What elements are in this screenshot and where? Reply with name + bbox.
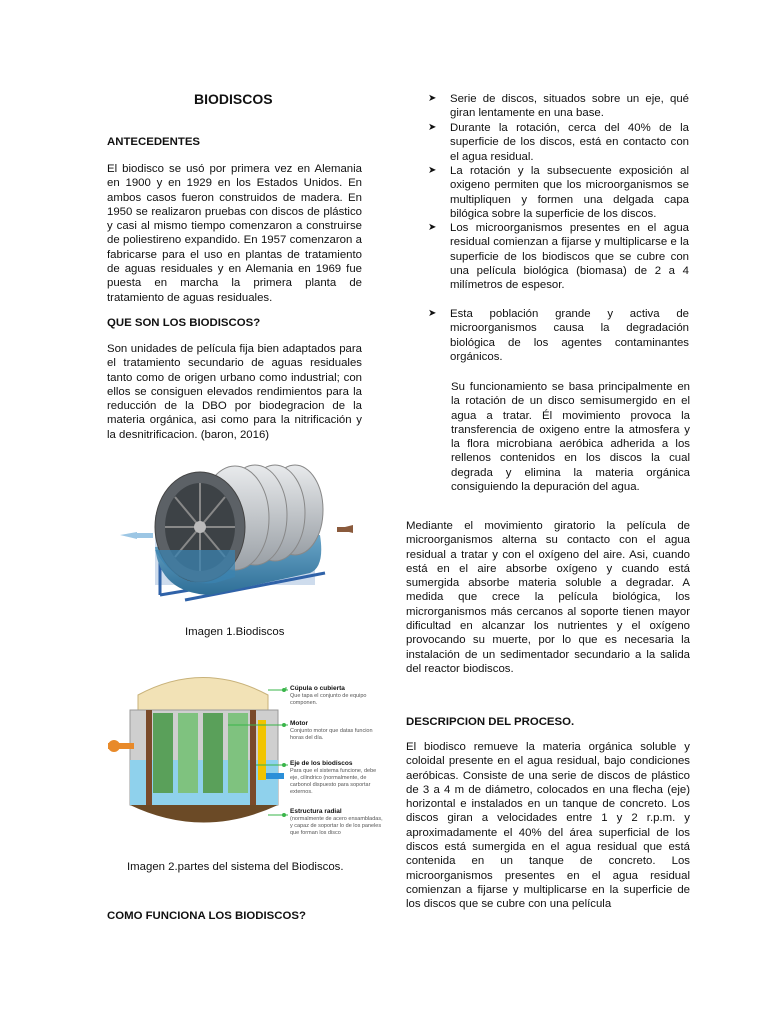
image1-caption: Imagen 1.Biodiscos (185, 626, 285, 638)
image2-caption: Imagen 2.partes del sistema del Biodiscos. (127, 861, 344, 873)
bullet-text: Esta población grande y activa de microorganismos causa la degradación biológica de los agentes contaminantes orgánicos. (450, 308, 689, 363)
label-motor-desc: Conjunto motor que datas funcion horas del día. (290, 728, 373, 741)
antecedentes-paragraph: El biodisco se usó por primera vez en Alemania en 1900 y en 1929 en los Estados Unidos. En ambos casos fueron construidos de madera. En 1950 se realizaron pruebas con discos de plástico y casi al mismo tiempo comenzaron a construirse de poliestireno expandido. En 1957 comenzaron a fabricarse para el uso en plantas de tratamiento de aguas residuales y en Alemania en 1969 fue puesta en marcha la primera planta de tratamiento de aguas residuales. (107, 163, 362, 304)
arrow-bullet-icon: ➤ (428, 93, 437, 104)
bullet-text: Durante la rotación, cerca del 40% de la superficie de los discos, está en contacto con el agua residual. (450, 122, 689, 163)
arrow-bullet-icon: ➤ (428, 165, 437, 176)
label-motor-title: Motor (290, 720, 309, 727)
label-cupula-title: Cúpula o cubierta (290, 685, 345, 692)
label-cupula (290, 685, 386, 707)
funcionamiento-paragraph: Su funcionamiento se basa principalmente en la rotación de un disco semisumergido en el agua a tratar. Él movimiento provoca la transferencia de oxigeno entre la atmosfera y la flora microbiana aeróbica adherida a los rellenos contenidos en los discos la cual degrada y elimina la materia orgánica consiguiendo la depuración del agua. (451, 381, 690, 494)
movimiento-paragraph: Mediante el movimiento giratorio la película de microorganismos alterna su contacto con el agua residual a tratar y con el oxígeno del aire. Asi, cuando está en el aire absorbe oxígeno y cuando está sumergida absorbe materia soluble a degradar. A medida que crece la película biológica, los microrganismos más cercanos al soporte tienen mayor dificultad en alcanzar los nutrientes y el oxígeno provocando su muerte, por lo que es necesaria la instalación de un sedimentador secundario a la salida del reactor biodiscos. (406, 520, 690, 675)
bullet-text: La rotación y la subsecuente exposición al oxigeno permiten que los microorganismos se multipliquen y formen una delgada capa bilógica sobre la superficie de los discos. (450, 165, 689, 220)
label-eje-title: Eje de los biodiscos (290, 760, 353, 767)
biodisco-illustration (115, 455, 360, 605)
label-estructura-title: Estructura radial (290, 808, 342, 815)
biodisco-image (115, 455, 360, 605)
que-son-heading: QUE SON LOS BIODISCOS? (107, 317, 261, 329)
bullet-text: Serie de discos, situados sobre un eje, qué giran lentamente en una base. (450, 93, 689, 120)
descripcion-heading: DESCRIPCION DEL PROCESO. (406, 716, 575, 728)
antecedentes-heading: ANTECEDENTES (107, 136, 201, 148)
label-estructura-desc: (normalmente de acero ensambladas, y capaz de soportar lo de los paneles que forman los disco (290, 816, 383, 836)
bullet-text: Los microorganismos presentes en el agua residual comienzan a fijarse y multiplicarse e la superficie de los biodiscos que se cubre con una película biológica (biomasa) de 2 a 4 milímetros de espesor. (450, 222, 689, 292)
label-motor (290, 720, 386, 742)
que-son-paragraph: Son unidades de película fija bien adaptados para el tratamiento secundario de aguas residuales tanto como de origen urbano como industrial; con ellos se consiguen elevados rendimientos para la reducción de la DBO por biodegracion de la materia orgánica, asi como para la nitrificación y la desnitrificacion. (baron, 2016) (107, 343, 362, 441)
como-funciona-heading: COMO FUNCIONA LOS BIODISCOS? (107, 910, 306, 922)
label-eje-desc: Para que el sistema funcione, debe eje, cilindrico (normalmente, de carbonol dispuesto para soportar externos. (290, 768, 377, 795)
bullet-list (428, 92, 690, 372)
arrow-bullet-icon: ➤ (428, 222, 437, 233)
label-cupula-desc: Que tapa el conjunto de equipo componen. (290, 693, 367, 706)
parts-diagram (108, 665, 388, 845)
page-title: BIODISCOS (194, 91, 273, 107)
label-estructura (290, 808, 386, 837)
arrow-bullet-icon: ➤ (428, 122, 437, 133)
arrow-bullet-icon: ➤ (428, 308, 437, 319)
label-eje (290, 760, 386, 796)
descripcion-paragraph: El biodisco remueve la materia orgánica soluble y coloidal presente en el agua residual, bajo condiciones aeróbicas. Consiste de una serie de discos de plástico de 3 a 4 m de diámetro, colocados en una flecha (eje) horizontal e instalados en un tanque de concreto. Los discos giran a velocidades entre 1 y 2 r.p.m. y aproximadamente el 40% del área superficial de los discos está sumergida en el agua residual que está contenida en un tanque de concreto. Los microorganismos presentes en el agua residual comienzan a fijarse y multiplicarse en la superficie de los discos que se cubre con una película (406, 741, 690, 911)
